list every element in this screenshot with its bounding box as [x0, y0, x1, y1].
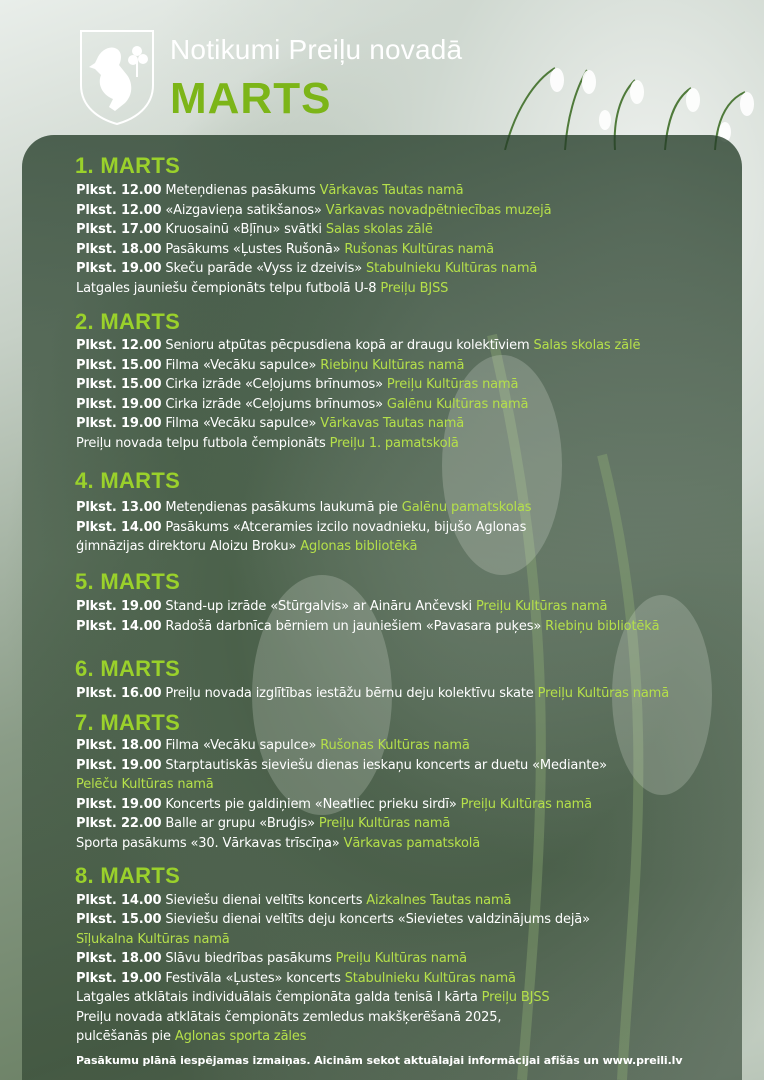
event-time: Plkst. 19.00 — [76, 599, 162, 614]
event-text: Latgales jauniešu čempionāts telpu futbolā U-8 — [76, 281, 381, 296]
event-time: Plkst. 15.00 — [76, 358, 162, 373]
event-line — [76, 599, 607, 614]
event-line — [76, 797, 592, 812]
event-text: pulcēšanās pie — [76, 1029, 175, 1044]
event-text: ģimnāzijas direktoru Aloizu Broku» — [76, 539, 301, 554]
event-line — [76, 242, 494, 257]
event-line — [76, 539, 417, 554]
event-line — [76, 932, 230, 947]
event-venue: Riebiņu bibliotēkā — [545, 619, 660, 634]
event-text: Slāvu biedrības pasākums — [161, 951, 336, 966]
event-text: «Aizgavieņa satikšanos» — [161, 203, 326, 218]
event-venue: Vārkavas pamatskolā — [343, 836, 481, 851]
event-line — [76, 836, 480, 851]
event-time: Plkst. 22.00 — [76, 816, 162, 831]
event-venue: Stabulnieku Kultūras namā — [366, 261, 538, 276]
event-text: Radošā darbnīca bērniem un jauniešiem «Pavasara puķes» — [161, 619, 546, 634]
event-venue: Galēnu Kultūras namā — [386, 397, 529, 412]
event-text: Preiļu novada telpu futbola čempionāts — [76, 436, 330, 451]
event-venue: Sīļukalna Kultūras namā — [76, 932, 230, 947]
event-venue: Rušonas Kultūras namā — [320, 738, 470, 753]
event-time: Plkst. 19.00 — [76, 397, 162, 412]
event-text: Pasākums «Atceramies izcilo novadnieku, bijušo Aglonas — [161, 520, 527, 535]
event-venue: Preiļu Kultūras namā — [318, 816, 451, 831]
event-line — [76, 619, 659, 634]
event-text: Preiļu novada atklātais čempionāts zemledus makšķerēšanā 2025, — [76, 1010, 502, 1025]
day-heading: 2. MARTS — [75, 309, 181, 334]
day-heading: 1. MARTS — [75, 153, 181, 178]
event-text: Sporta pasākums «30. Vārkavas trīscīņa» — [76, 836, 344, 851]
event-venue: Preiļu Kultūras namā — [537, 686, 670, 701]
event-venue: Preiļu BJSS — [380, 281, 449, 296]
day-heading: 5. MARTS — [75, 569, 181, 594]
event-text: Koncerts pie galdiņiem «Neatliec prieku sirdī» — [161, 797, 461, 812]
event-line — [76, 222, 433, 237]
event-text: Cirka izrāde «Ceļojums brīnumos» — [161, 377, 387, 392]
event-venue: Vārkavas Tautas namā — [319, 183, 464, 198]
event-text: Festivāla «Ļustes» koncerts — [161, 971, 345, 986]
event-text: Meteņdienas pasākums laukumā pie — [161, 500, 402, 515]
event-line — [76, 912, 590, 927]
event-time: Plkst. 14.00 — [76, 520, 162, 535]
event-venue: Aglonas bibliotēkā — [300, 539, 418, 554]
event-venue: Galēnu pamatskolas — [401, 500, 532, 515]
event-time: Plkst. 18.00 — [76, 951, 162, 966]
event-line — [76, 397, 528, 412]
header-title: Notikumi Preiļu novadā — [170, 34, 463, 65]
event-time: Plkst. 19.00 — [76, 797, 162, 812]
event-venue: Preiļu 1. pamatskolā — [329, 436, 459, 451]
day-heading: 8. MARTS — [75, 863, 181, 888]
event-text: Balle ar grupu «Bruģis» — [161, 816, 319, 831]
event-time: Plkst. 12.00 — [76, 183, 162, 198]
event-line — [76, 338, 640, 353]
footer-note: Pasākumu plānā iespējamas izmaiņas. Aicinām sekot aktuālajai informācijai afišās un www.preili.lv — [76, 1054, 683, 1067]
event-line — [76, 203, 551, 218]
event-text: Starptautiskās sieviešu dienas ieskaņu koncerts ar duetu «Mediante» — [161, 758, 607, 773]
event-text: Senioru atpūtas pēcpusdiena kopā ar draugu kolektīviem — [161, 338, 534, 353]
event-time: Plkst. 18.00 — [76, 242, 162, 257]
event-line — [76, 951, 467, 966]
event-line — [76, 686, 669, 701]
event-venue: Salas skolas zālē — [533, 338, 641, 353]
event-line — [76, 183, 463, 198]
event-venue: Salas skolas zālē — [325, 222, 433, 237]
event-venue: Pelēču Kultūras namā — [76, 777, 214, 792]
event-text: Filma «Vecāku sapulce» — [161, 358, 321, 373]
event-venue: Riebiņu Kultūras namā — [320, 358, 465, 373]
event-line — [76, 758, 607, 773]
event-line — [76, 500, 531, 515]
event-text: Sieviešu dienai veltīts deju koncerts «Sievietes valdzinājums dejā» — [161, 912, 590, 927]
event-time: Plkst. 12.00 — [76, 203, 162, 218]
event-line — [76, 1029, 306, 1044]
event-line — [76, 261, 537, 276]
event-line — [76, 1010, 501, 1025]
event-time: Plkst. 12.00 — [76, 338, 162, 353]
event-venue: Aizkalnes Tautas namā — [366, 893, 512, 908]
event-time: Plkst. 19.00 — [76, 971, 162, 986]
event-venue: Preiļu Kultūras namā — [386, 377, 519, 392]
event-line — [76, 893, 511, 908]
event-text: Stand-up izrāde «Stūrgalvis» ar Aināru Ančevski — [161, 599, 476, 614]
event-time: Plkst. 15.00 — [76, 912, 162, 927]
event-text: Cirka izrāde «Ceļojums brīnumos» — [161, 397, 387, 412]
event-time: Plkst. 19.00 — [76, 261, 162, 276]
event-venue: Preiļu Kultūras namā — [475, 599, 608, 614]
event-line — [76, 738, 470, 753]
event-time: Plkst. 18.00 — [76, 738, 162, 753]
event-venue: Rušonas Kultūras namā — [344, 242, 494, 257]
event-time: Plkst. 19.00 — [76, 758, 162, 773]
event-line — [76, 990, 550, 1005]
event-text: Meteņdienas pasākums — [161, 183, 320, 198]
day-heading: 7. MARTS — [75, 710, 181, 735]
event-venue: Preiļu Kultūras namā — [335, 951, 467, 966]
event-time: Plkst. 17.00 — [76, 222, 162, 237]
event-text: Skeču parāde «Vyss iz dzeivis» — [161, 261, 367, 276]
event-venue: Aglonas sporta zāles — [174, 1029, 307, 1044]
event-time: Plkst. 14.00 — [76, 893, 162, 908]
event-line — [76, 377, 518, 392]
event-venue: Preiļu Kultūras namā — [460, 797, 592, 812]
event-line — [76, 436, 459, 451]
event-time: Plkst. 15.00 — [76, 377, 162, 392]
event-text: Sieviešu dienai veltīts koncerts — [161, 893, 367, 908]
event-text: Pasākums «Ļustes Rušonā» — [161, 242, 345, 257]
event-text: Kruosainū «Bļīnu» svātki — [161, 222, 326, 237]
event-text: Filma «Vecāku sapulce» — [161, 738, 321, 753]
day-heading: 4. MARTS — [75, 468, 181, 493]
event-text: Filma «Vecāku sapulce» — [161, 416, 321, 431]
header-month: MARTS — [170, 74, 332, 123]
day-heading: 6. MARTS — [75, 656, 181, 681]
event-line — [76, 816, 450, 831]
event-time: Plkst. 13.00 — [76, 500, 162, 515]
event-line — [76, 358, 464, 373]
event-time: Plkst. 14.00 — [76, 619, 162, 634]
event-line — [76, 777, 214, 792]
event-venue: Vārkavas Tautas namā — [320, 416, 465, 431]
event-line — [76, 520, 526, 535]
event-text: Preiļu novada izglītības iestāžu bērnu deju kolektīvu skate — [161, 686, 538, 701]
event-time: Plkst. 19.00 — [76, 416, 162, 431]
event-line — [76, 971, 516, 986]
event-line — [76, 281, 448, 296]
event-text: Latgales atklātais individuālais čempionāta galda tenisā I kārta — [76, 990, 482, 1005]
event-venue: Preiļu BJSS — [481, 990, 550, 1005]
event-venue: Vārkavas novadpētniecības muzejā — [325, 203, 552, 218]
event-venue: Stabulnieku Kultūras namā — [344, 971, 516, 986]
event-line — [76, 416, 464, 431]
event-time: Plkst. 16.00 — [76, 686, 162, 701]
